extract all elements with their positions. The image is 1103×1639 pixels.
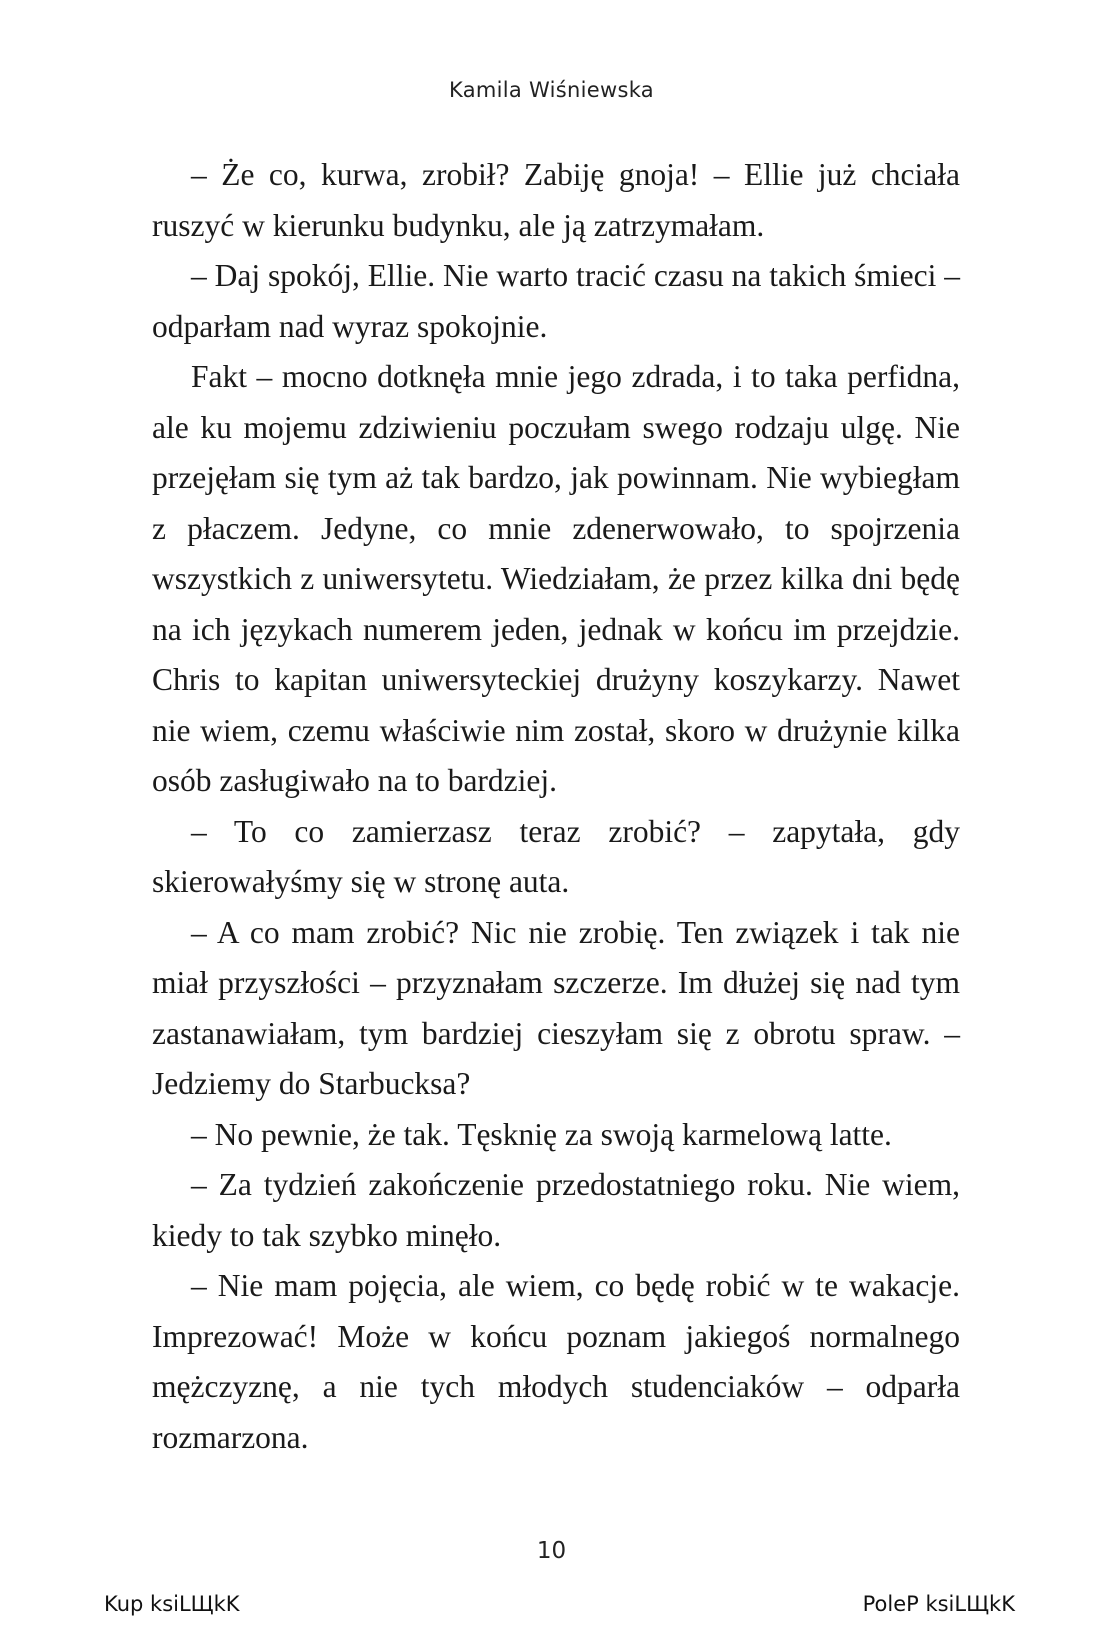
paragraph: – A co mam zrobić? Nic nie zrobię. Ten związek i tak nie miał przyszłości – przyznałam szczerze. Im dłużej się nad tym zastanawiałam, tym bardziej cieszyłam się z obrotu spraw. – Jedziemy do Starbucksa? — [152, 914, 960, 1101]
paragraph: – Za tydzień zakończenie przedostatniego roku. Nie wiem, kiedy to tak szybko minęło. — [152, 1167, 960, 1253]
recommend-book-link[interactable]: PoleP ksiLЩkK — [862, 1592, 1015, 1616]
paragraph: – No pewnie, że tak. Tęsknię za swoją karmelową latte. — [191, 1116, 892, 1152]
paragraph: – Że co, kurwa, zrobił? Zabiję gnoja! – Ellie już chciała ruszyć w kierunku budynku, ale ją zatrzymałam. — [152, 157, 960, 243]
buy-book-link[interactable]: Kup ksiLЩkK — [104, 1592, 240, 1616]
paragraph: – Nie mam pojęcia, ale wiem, co będę robić w te wakacje. Imprezować! Może w końcu poznam jakiegoś normalnego mężczyznę, a nie tych młodych studenciaków – odparła rozmarzona. — [152, 1268, 960, 1455]
body-text — [152, 150, 960, 1463]
running-head-author: Kamila Wiśniewska — [449, 78, 654, 102]
page-number: 10 — [536, 1538, 567, 1564]
paragraph: – To co zamierzasz teraz zrobić? – zapytała, gdy skierowałyśmy się w stronę auta. — [152, 813, 960, 899]
paragraph: – Daj spokój, Ellie. Nie warto tracić czasu na takich śmieci – odparłam nad wyraz spokojnie. — [152, 258, 960, 344]
paragraph: Fakt – mocno dotknęła mnie jego zdrada, i to taka perfidna, ale ku mojemu zdziwieniu poczułam swego rodzaju ulgę. Nie przejęłam się tym aż tak bardzo, jak powinnam. Nie wybiegłam z płaczem. Jedyne, co mnie zdenerwowało, to spojrzenia wszystkich z uniwersytetu. Wiedziałam, że przez kilka dni będę na ich językach numerem jeden, jednak w końcu im przejdzie. Chris to kapitan uniwersyteckiej drużyny koszykarzy. Nawet nie wiem, czemu właściwie nim został, skoro w drużynie kilka osób zasługiwało na to bardziej. — [152, 359, 960, 798]
